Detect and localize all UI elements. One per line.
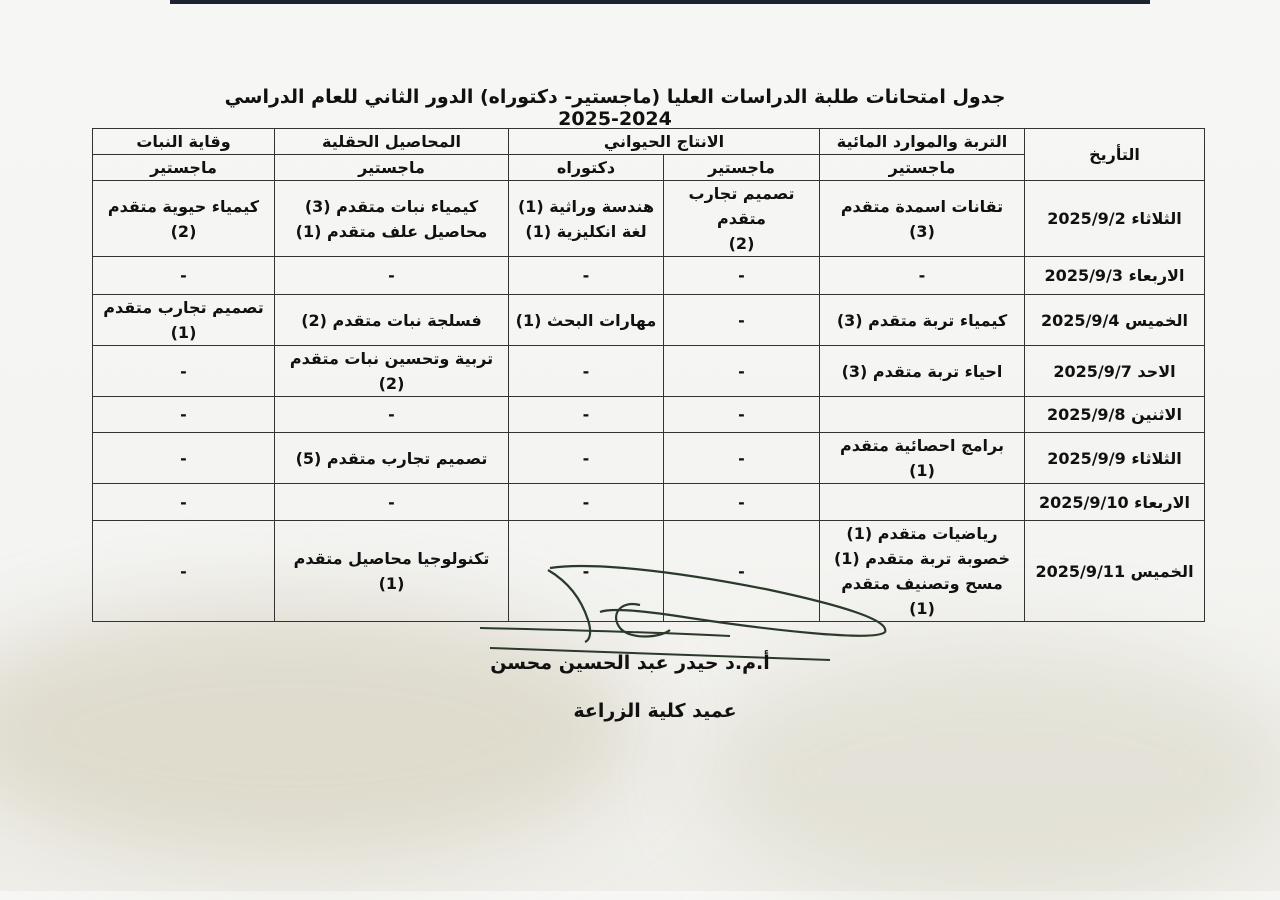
- table-row: [93, 295, 1205, 346]
- signatory-name: أ.م.د حيدر عبد الحسين محسن: [490, 652, 770, 674]
- animal-master-cell: -: [664, 295, 820, 346]
- soil-cell: كيمياء تربة متقدم (3): [820, 295, 1025, 346]
- field-cell: كيمياء نبات متقدم (3) محاصيل علف متقدم (1): [275, 181, 509, 257]
- soil-cell: تقانات اسمدة متقدم (3): [820, 181, 1025, 257]
- soil-cell: رياضيات متقدم (1) خصوبة تربة متقدم (1) مسح وتصنيف متقدم (1): [820, 521, 1025, 622]
- field-cell: -: [275, 484, 509, 521]
- soil-cell: برامج احصائية متقدم (1): [820, 433, 1025, 484]
- document-title: جدول امتحانات طلبة الدراسات العليا (ماجستير- دكتوراه) الدور الثاني للعام الدراسي 2024-2025: [224, 86, 1006, 130]
- field-cell: -: [275, 257, 509, 295]
- date-cell: الاربعاء 2025/9/3: [1025, 257, 1205, 295]
- animal-phd-cell: -: [509, 484, 664, 521]
- header-plant-protection: وقاية النبات: [93, 129, 275, 155]
- signatory-title: عميد كلية الزراعة: [573, 700, 737, 722]
- table-row: [93, 484, 1205, 521]
- field-cell: تربية وتحسين نبات متقدم (2): [275, 346, 509, 397]
- subheader-soil-master: ماجستير: [820, 155, 1025, 181]
- plant-cell: -: [93, 433, 275, 484]
- paper-top-edge: [170, 0, 1150, 4]
- header-date: التأريخ: [1025, 129, 1205, 181]
- table-row: [93, 181, 1205, 257]
- plant-cell: -: [93, 397, 275, 433]
- plant-cell: -: [93, 521, 275, 622]
- exam-schedule-table: [92, 128, 1205, 622]
- animal-master-cell: تصميم تجارب متقدم (2): [664, 181, 820, 257]
- plant-cell: -: [93, 346, 275, 397]
- animal-phd-cell: مهارات البحث (1): [509, 295, 664, 346]
- header-soil: التربة والموارد المائية: [820, 129, 1025, 155]
- date-cell: الاثنين 2025/9/8: [1025, 397, 1205, 433]
- table-row: [93, 257, 1205, 295]
- date-cell: الثلاثاء 2025/9/2: [1025, 181, 1205, 257]
- plant-cell: كيمياء حيوية متقدم (2): [93, 181, 275, 257]
- paper-shadow: [700, 640, 1280, 900]
- subheader-animal-phd: دكتوراه: [509, 155, 664, 181]
- date-cell: الاحد 2025/9/7: [1025, 346, 1205, 397]
- header-field-crops: المحاصيل الحقلية: [275, 129, 509, 155]
- header-animal: الانتاج الحيواني: [509, 129, 820, 155]
- soil-cell: [820, 397, 1025, 433]
- date-cell: الخميس 2025/9/11: [1025, 521, 1205, 622]
- subheader-animal-master: ماجستير: [664, 155, 820, 181]
- subheader-field-master: ماجستير: [275, 155, 509, 181]
- animal-master-cell: -: [664, 433, 820, 484]
- animal-phd-cell: -: [509, 397, 664, 433]
- animal-phd-cell: -: [509, 257, 664, 295]
- plant-cell: -: [93, 484, 275, 521]
- animal-master-cell: -: [664, 397, 820, 433]
- field-cell: تصميم تجارب متقدم (5): [275, 433, 509, 484]
- date-cell: الخميس 2025/9/4: [1025, 295, 1205, 346]
- animal-master-cell: -: [664, 484, 820, 521]
- subheader-plant-master: ماجستير: [93, 155, 275, 181]
- table-row: [93, 397, 1205, 433]
- table-row: [93, 433, 1205, 484]
- field-cell: فسلجة نبات متقدم (2): [275, 295, 509, 346]
- animal-phd-cell: -: [509, 433, 664, 484]
- plant-cell: -: [93, 257, 275, 295]
- date-cell: الثلاثاء 2025/9/9: [1025, 433, 1205, 484]
- date-cell: الاربعاء 2025/9/10: [1025, 484, 1205, 521]
- animal-phd-cell: هندسة وراثية (1) لغة انكليزية (1): [509, 181, 664, 257]
- soil-cell: احياء تربة متقدم (3): [820, 346, 1025, 397]
- table-row: [93, 346, 1205, 397]
- soil-cell: -: [820, 257, 1025, 295]
- animal-master-cell: -: [664, 257, 820, 295]
- animal-phd-cell: -: [509, 521, 664, 622]
- animal-master-cell: -: [664, 346, 820, 397]
- plant-cell: تصميم تجارب متقدم (1): [93, 295, 275, 346]
- animal-phd-cell: -: [509, 346, 664, 397]
- soil-cell: [820, 484, 1025, 521]
- animal-master-cell: -: [664, 521, 820, 622]
- field-cell: -: [275, 397, 509, 433]
- field-cell: تكنولوجيا محاصيل متقدم (1): [275, 521, 509, 622]
